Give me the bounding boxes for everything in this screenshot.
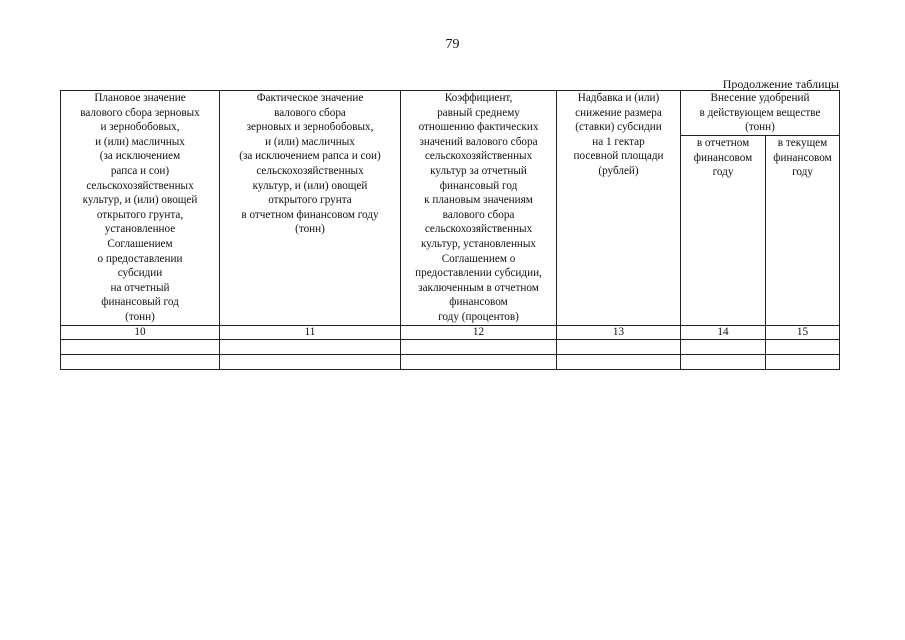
column-number-cell: 12 — [401, 325, 557, 339]
table-row — [61, 339, 840, 354]
header-cell-fertilizer-group — [681, 91, 840, 136]
header-cell-13 — [557, 91, 681, 326]
header-cell-11 — [220, 91, 401, 326]
table-cell — [401, 354, 557, 369]
header-cell-14 — [681, 136, 766, 326]
column-number-cell: 13 — [557, 325, 681, 339]
header-cell-10 — [61, 91, 220, 326]
header-text-12: Коэффициент, равный среднему отношению фактических значений валового сбора сельскохозяйственных культур за отчетный финансовый год к плановым значениям валового сбора сельскохозяйственных культур, установленных Соглашением о предоставлении субсидии, заключенным в отчетном финансовом году (процентов) — [415, 92, 542, 323]
column-number-cell: 15 — [766, 325, 840, 339]
table-cell — [557, 354, 681, 369]
column-number-row — [61, 325, 840, 339]
header-cell-12 — [401, 91, 557, 326]
table-cell — [766, 354, 840, 369]
column-number-cell: 14 — [681, 325, 766, 339]
table-cell — [220, 339, 401, 354]
header-text-15: в текущем финансовом году — [773, 137, 832, 179]
header-text-13: Надбавка и (или) снижение размера (ставки) субсидии на 1 гектар посевной площади (рублей) — [573, 92, 664, 177]
table-cell — [61, 354, 220, 369]
data-table — [60, 90, 840, 370]
table-cell — [61, 339, 220, 354]
table-row — [61, 354, 840, 369]
table-cell — [220, 354, 401, 369]
column-number-cell: 10 — [61, 325, 220, 339]
header-text-14: в отчетном финансовом году — [693, 137, 753, 179]
header-row-1 — [61, 91, 840, 136]
table-cell — [681, 339, 766, 354]
table-cell — [681, 354, 766, 369]
header-text-11: Фактическое значение валового сбора зерновых и зернобобовых, и (или) масличных (за исключением рапса и сои) сельскохозяйственных культур, и (или) овощей открытого грунта в отчетном финансовом году (тонн) — [239, 92, 381, 236]
header-text-10: Плановое значение валового сбора зерновых и зернобобовых, и (или) масличных (за исключением рапса и сои) сельскохозяйственных культур, и (или) овощей открытого грунта, установленное Соглашением о предоставлении субсидии на отчетный финансовый год (тонн) — [80, 92, 200, 323]
header-cell-15 — [766, 136, 840, 326]
table-continuation-label: Продолжение таблицы — [722, 77, 839, 91]
table-cell — [401, 339, 557, 354]
header-text-fertilizer-group: Внесение удобрений в действующем веществе (тонн) — [699, 92, 821, 134]
column-number-cell: 11 — [220, 325, 401, 339]
table-cell — [766, 339, 840, 354]
table-cell — [557, 339, 681, 354]
page-number: 79 — [445, 37, 460, 52]
